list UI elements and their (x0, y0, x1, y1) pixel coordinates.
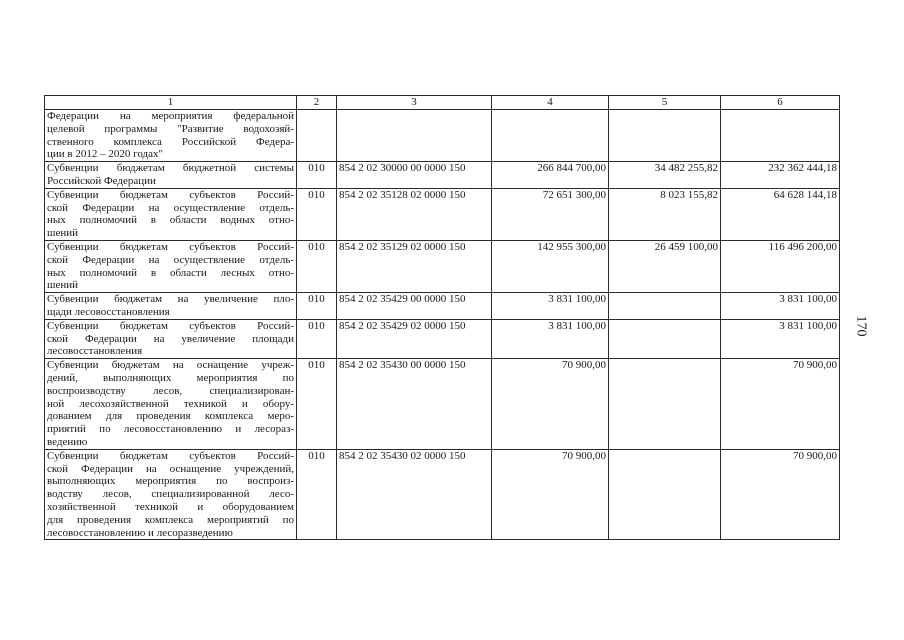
row-amount-remaining: 70 900,00 (721, 359, 840, 450)
row-code: 010 (297, 359, 337, 450)
row-amount-plan: 70 900,00 (492, 359, 609, 450)
row-code: 010 (297, 319, 337, 358)
description-line: выполняющих мероприятия по воспроиз- (47, 475, 294, 488)
row-description (45, 449, 297, 540)
description-line: Субвенции бюджетам бюджетной системы (47, 162, 294, 175)
table-row (45, 110, 840, 162)
row-amount-executed (609, 293, 721, 320)
row-description (45, 110, 297, 162)
description-line: ных полномочий в области лесных отно- (47, 266, 294, 279)
row-description (45, 240, 297, 292)
budget-table (44, 95, 840, 540)
description-line: лесовосстановления (47, 345, 143, 358)
header-col-1: 1 (45, 96, 297, 110)
row-amount-plan: 72 651 300,00 (492, 188, 609, 240)
description-line: для проведения комплекса мероприятий по (47, 513, 294, 526)
header-col-2: 2 (297, 96, 337, 110)
description-line: хозяйственной техникой и оборудованием (47, 500, 294, 513)
table-row (45, 293, 840, 320)
row-code: 010 (297, 162, 337, 189)
row-code: 010 (297, 188, 337, 240)
description-line: Субвенции бюджетам субъектов Россий- (47, 240, 294, 253)
row-description (45, 293, 297, 320)
row-amount-remaining (721, 110, 840, 162)
table-row (45, 188, 840, 240)
row-kbk: 854 2 02 35430 00 0000 150 (337, 359, 492, 450)
row-amount-executed (609, 319, 721, 358)
row-amount-remaining: 70 900,00 (721, 449, 840, 540)
row-description (45, 188, 297, 240)
row-kbk: 854 2 02 35429 00 0000 150 (337, 293, 492, 320)
description-line: дованием для проведения комплекса меро- (47, 410, 294, 423)
description-line: дений, выполняющих мероприятия по (47, 371, 294, 384)
row-code: 010 (297, 240, 337, 292)
page-number: 170 (853, 315, 869, 337)
description-line: ской Федерации на осуществление отдель- (47, 253, 294, 266)
description-line: Субвенции бюджетам субъектов Россий- (47, 319, 294, 332)
table-body (45, 110, 840, 540)
row-amount-remaining: 116 496 200,00 (721, 240, 840, 292)
table-row (45, 240, 840, 292)
description-line: ции в 2012 – 2020 годах" (47, 148, 163, 161)
row-description (45, 162, 297, 189)
table-row (45, 449, 840, 540)
row-amount-executed: 26 459 100,00 (609, 240, 721, 292)
row-description (45, 319, 297, 358)
description-line: Субвенции бюджетам субъектов Россий- (47, 449, 294, 462)
row-amount-executed (609, 359, 721, 450)
description-line: ской Федерации на оснащение учреждений, (47, 462, 294, 475)
row-kbk: 854 2 02 35128 02 0000 150 (337, 188, 492, 240)
row-code: 010 (297, 449, 337, 540)
row-amount-remaining: 64 628 144,18 (721, 188, 840, 240)
row-amount-executed: 8 023 155,82 (609, 188, 721, 240)
description-line: Российской Федерации (47, 174, 156, 187)
header-col-6: 6 (721, 96, 840, 110)
row-amount-remaining: 3 831 100,00 (721, 293, 840, 320)
table-row (45, 319, 840, 358)
row-amount-plan: 142 955 300,00 (492, 240, 609, 292)
description-line: шений (47, 279, 79, 292)
row-amount-executed: 34 482 255,82 (609, 162, 721, 189)
header-col-3: 3 (337, 96, 492, 110)
row-description (45, 359, 297, 450)
description-line: ных полномочий в области водных отно- (47, 214, 294, 227)
row-kbk (337, 110, 492, 162)
row-amount-plan: 70 900,00 (492, 449, 609, 540)
description-line: целевой программы "Развитие водохозяй- (47, 122, 294, 135)
table-row (45, 359, 840, 450)
description-line: ведению (47, 435, 88, 448)
row-amount-plan: 266 844 700,00 (492, 162, 609, 189)
description-line: водству лесов, специализированной лесо- (47, 488, 294, 501)
row-amount-plan (492, 110, 609, 162)
description-line: ской Федерации на увеличение площади (47, 332, 294, 345)
description-line: ственного комплекса Российской Федера- (47, 135, 294, 148)
row-kbk: 854 2 02 30000 00 0000 150 (337, 162, 492, 189)
description-line: Федерации на мероприятия федеральной (47, 110, 294, 122)
header-col-5: 5 (609, 96, 721, 110)
row-code (297, 110, 337, 162)
row-kbk: 854 2 02 35129 02 0000 150 (337, 240, 492, 292)
table-row (45, 162, 840, 189)
description-line: Субвенции бюджетам на оснащение учреж- (47, 359, 294, 372)
row-amount-plan: 3 831 100,00 (492, 319, 609, 358)
description-line: лесовосстановлению и лесоразведению (47, 526, 233, 539)
row-code: 010 (297, 293, 337, 320)
description-line: щади лесовосстановления (47, 305, 170, 318)
row-amount-executed (609, 110, 721, 162)
description-line: Субвенции бюджетам субъектов Россий- (47, 188, 294, 201)
description-line: ной лесохозяйственной техникой и обору- (47, 397, 294, 410)
description-line: шений (47, 227, 79, 240)
row-amount-executed (609, 449, 721, 540)
row-amount-remaining: 3 831 100,00 (721, 319, 840, 358)
description-line: воспроизводству лесов, специализирован- (47, 384, 294, 397)
description-line: ской Федерации на осуществление отдель- (47, 201, 294, 214)
description-line: Субвенции бюджетам на увеличение пло- (47, 293, 294, 306)
header-col-4: 4 (492, 96, 609, 110)
header-row (45, 96, 840, 110)
description-line: приятий по лесовосстановлению и лесораз- (47, 423, 294, 436)
row-amount-remaining: 232 362 444,18 (721, 162, 840, 189)
row-amount-plan: 3 831 100,00 (492, 293, 609, 320)
row-kbk: 854 2 02 35430 02 0000 150 (337, 449, 492, 540)
row-kbk: 854 2 02 35429 02 0000 150 (337, 319, 492, 358)
